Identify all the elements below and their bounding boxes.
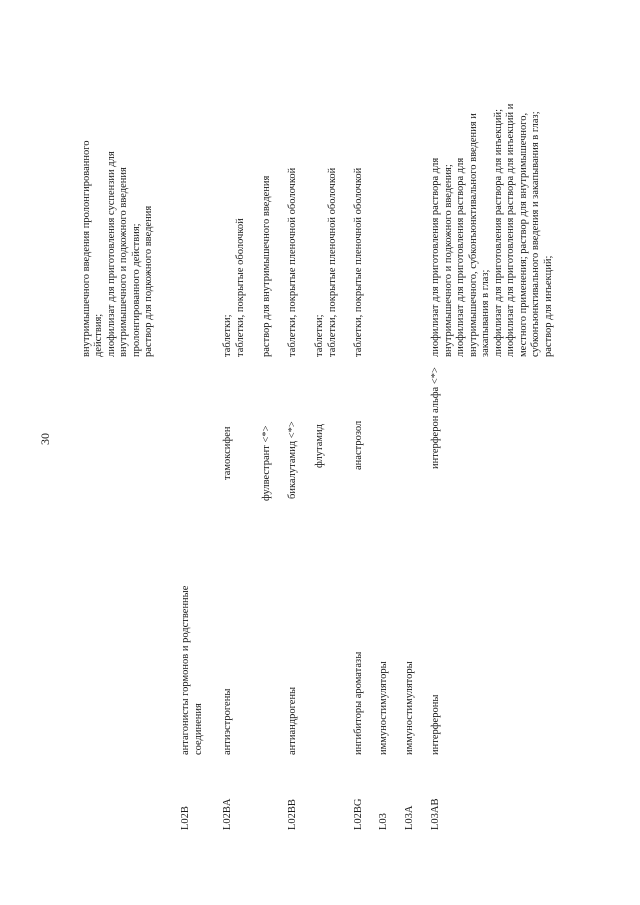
dosage-form-line: таблетки; <box>222 314 233 357</box>
dosage-form-line: лиофилизат для приготовления раствора для инъекций и <box>505 103 516 357</box>
page-number: 30 <box>38 433 52 445</box>
atc-code: L03 <box>378 813 389 830</box>
dosage-form-line: раствор для внутримышечного введения <box>261 175 272 357</box>
continuation-form-line: действия; <box>93 313 104 357</box>
dosage-form-line: таблетки; <box>314 314 325 357</box>
continuation-form-line: внутримышечного введения пролонгированного <box>81 140 92 357</box>
dosage-form-line: местного применения; раствор для внутримышечного, <box>518 112 529 357</box>
drug-name: фулвестрант <*> <box>261 425 272 501</box>
dosage-form-line: таблетки, покрытые пленочной оболочкой <box>327 167 338 357</box>
continuation-form-line: внутримышечного и подкожного введения <box>118 167 129 357</box>
group-name: иммуностимуляторы <box>404 661 415 755</box>
dosage-form-line: раствор для инъекций; <box>543 255 554 357</box>
atc-code: L02BA <box>222 798 233 830</box>
atc-code: L02B <box>180 806 191 830</box>
atc-code: L03AB <box>430 798 441 830</box>
dosage-form-line: таблетки, покрытые пленочной оболочкой <box>353 167 364 357</box>
dosage-form-line: закапывания в глаз; <box>480 269 491 357</box>
group-name: иммуностимуляторы <box>378 661 389 755</box>
atc-code: L03A <box>404 805 415 830</box>
drug-name: бикалутамид <*> <box>287 421 298 499</box>
dosage-form-line: лиофилизат для приготовления раствора для <box>430 157 441 357</box>
atc-code: L02BB <box>287 799 298 830</box>
continuation-form-line: лиофилизат для приготовления суспензии для <box>106 151 117 357</box>
drug-name: анастрозол <box>353 420 364 470</box>
group-name: антиандрогены <box>287 686 298 755</box>
group-name: антиэстрогены <box>222 688 233 755</box>
drug-name: флутамид <box>314 423 325 468</box>
group-name: соединения <box>193 703 204 755</box>
dosage-form-line: субконъюнктивального введения и закапывания в глаз; <box>530 111 541 357</box>
dosage-form-line: лиофилизат для приготовления раствора для инъекций; <box>493 108 504 357</box>
group-name: ингибиторы ароматазы <box>353 651 364 755</box>
dosage-form-line: внутримышечного, субконъюнктивального введения и <box>468 113 479 357</box>
drug-name: интерферон альфа <*> <box>430 367 441 469</box>
continuation-form-line: пролонгированного действия; <box>131 223 142 357</box>
dosage-form-line: таблетки, покрытые оболочкой <box>235 218 246 357</box>
drug-name: тамоксифен <box>222 426 233 480</box>
group-name: антагонисты гормонов и родственные <box>180 585 191 755</box>
dosage-form-line: таблетки, покрытые пленочной оболочкой <box>287 167 298 357</box>
group-name: интерфероны <box>430 694 441 755</box>
atc-code: L02BG <box>353 798 364 830</box>
dosage-form-line: внутримышечного и подкожного введения; <box>443 164 454 357</box>
continuation-form-line: раствор для подкожного введения <box>143 205 154 357</box>
dosage-form-line: лиофилизат для приготовления раствора для <box>455 157 466 357</box>
